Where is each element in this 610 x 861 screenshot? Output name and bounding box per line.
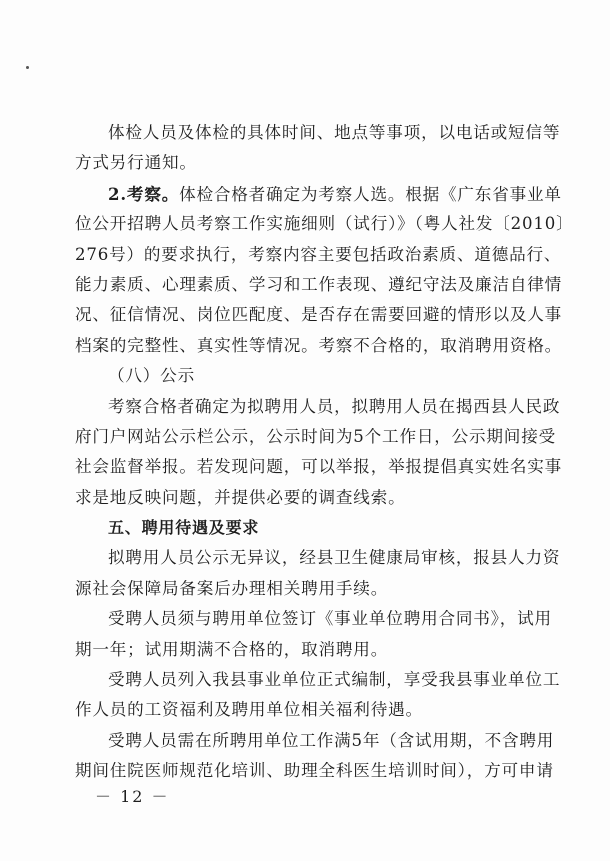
- paragraph-line: 能力素质、心理素质、学习和工作表现、遵纪守法及廉洁自律情: [75, 274, 563, 294]
- page-number: － 12 －: [95, 787, 170, 806]
- paragraph-line: 期一年；试用期满不合格的，取消聘用。: [75, 639, 389, 659]
- paragraph-line: 府门户网站公示栏公示，公示时间为5个工作日，公示期间接受: [75, 426, 556, 446]
- paragraph-line-kaocha: [75, 179, 562, 209]
- body-text: [75, 118, 574, 787]
- paragraph-line: 社会监督举报。若发现问题，可以举报，举报提倡真实姓名实事: [75, 457, 563, 477]
- paragraph-line: 档案的完整性、真实性等情况。考察不合格的，取消聘用资格。: [75, 335, 563, 355]
- paragraph-line: 况、征信情况、岗位匹配度、是否存在需要回避的情形以及人事: [75, 305, 563, 325]
- paragraph-line: 位公开招聘人员考察工作实施细则（试行）》（粤人社发〔2010〕: [75, 214, 574, 234]
- kaocha-heading: 2.考察。: [108, 183, 180, 204]
- paragraph-line: 体检人员及体检的具体时间、地点等事项，以电话或短信等: [108, 123, 561, 142]
- section-heading-employment: 五、聘用待遇及要求: [108, 518, 260, 538]
- kaocha-text: 体检合格者确定为考察人选。根据《广东省事业单: [179, 184, 562, 204]
- paragraph-line: 受聘人员须与聘用单位签订《事业单位聘用合同书》，试用: [108, 609, 552, 629]
- paragraph-line: 276号）的要求执行，考察内容主要包括政治素质、道德品行、: [75, 244, 562, 264]
- paragraph-line: 方式另行通知。: [75, 153, 197, 173]
- paragraph-line: 受聘人员需在所聘用单位工作满5年（含试用期，不含聘用: [108, 730, 555, 750]
- paragraph-line: 受聘人员列入我县事业单位正式编制，享受我县事业单位工: [108, 670, 561, 690]
- paragraph-line: 作人员的工资福利及聘用单位相关福利待遇。: [75, 700, 423, 720]
- paragraph-line: 源社会保障局备案后办理相关聘用手续。: [75, 578, 389, 598]
- paragraph-line: 求是地反映问题，并提供必要的调查线索。: [75, 487, 406, 507]
- paragraph-line: 拟聘用人员公示无异议，经县卫生健康局审核，报县人力资: [108, 548, 561, 568]
- paragraph-line: 期间住院医师规范化培训、助理全科医生培训时间），方可申请: [75, 761, 554, 781]
- paragraph-line: 考察合格者确定为拟聘用人员，拟聘用人员在揭西县人民政: [108, 396, 561, 416]
- scan-speck: [26, 66, 29, 69]
- section-heading-publicity: （八）公示: [108, 366, 195, 386]
